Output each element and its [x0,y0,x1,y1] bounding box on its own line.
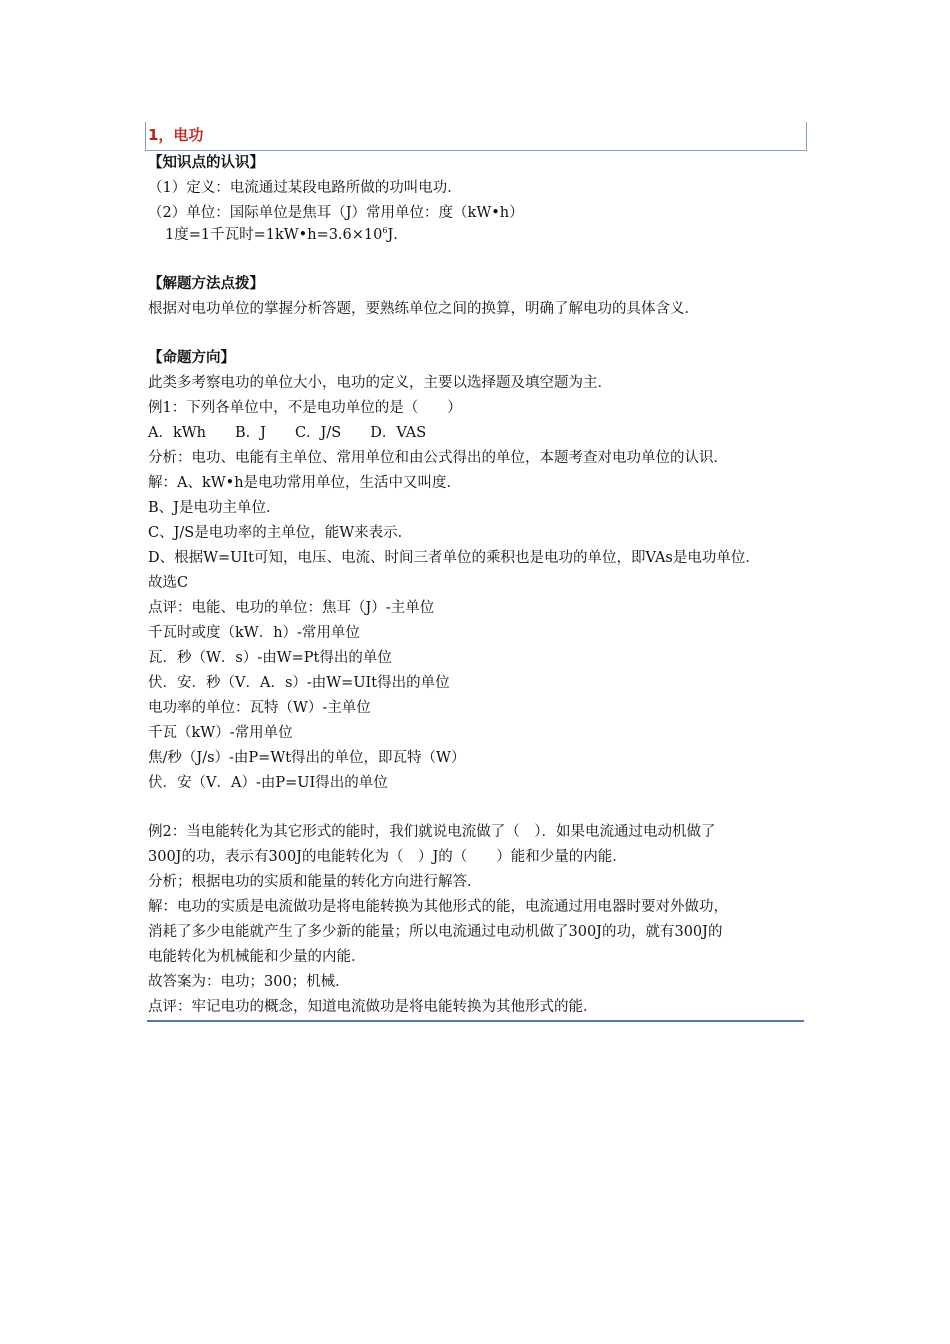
direction-line: 千瓦时或度（kW．h）-常用单位 [148,625,360,641]
example2-line: 分析；根据电功的实质和能量的转化方向进行解答． [148,874,482,890]
direction-line: D、根据W=UIt可知，电压、电流、时间三者单位的乘积也是电功的单位，即VAs是电功单位． [148,550,760,566]
direction-line: C、J/S是电功率的主单位，能W来表示． [148,525,413,541]
direction-heading: 【命题方向】 [148,349,235,366]
section-title: 1，电功 [148,126,204,144]
direction-line: 瓦．秒（W．s）-由W=Pt得出的单位 [148,650,392,666]
direction-line: 故选C [148,575,189,591]
direction-line: 伏．安．秒（V．A．s）-由W=UIt得出的单位 [148,675,450,691]
direction-line: 电功率的单位：瓦特（W）-主单位 [148,700,371,716]
conversion-base: 1度=1千瓦时=1kW•h=3.6×10 [165,227,383,243]
conversion-end: J． [387,227,408,243]
knowledge-heading: 【知识点的认识】 [148,154,264,171]
example2-line: 故答案为：电功；300；机械． [148,974,350,990]
definition-line: （1）定义：电流通过某段电路所做的功叫电功． [148,180,462,196]
title-frame [145,122,807,151]
direction-line: 例1：下列各单位中，不是电功单位的是（ ） [148,400,462,416]
direction-line: 千瓦（kW）-常用单位 [148,725,293,741]
bottom-rule [147,1020,804,1022]
direction-line: 焦/秒（J/s）-由P=Wt得出的单位，即瓦特（W） [148,750,466,766]
example2-line: 消耗了多少电能就产生了多少新的能量；所以电流通过电动机做了300J的功，就有300J的 [148,924,723,940]
method-text: 根据对电功单位的掌握分析答题，要熟练单位之间的换算，明确了解电功的具体含义． [148,301,699,317]
direction-line: 此类多考察电功的单位大小，电功的定义，主要以选择题及填空题为主． [148,375,612,391]
example2-line: 点评：牢记电功的概念，知道电流做功是将电能转换为其他形式的能． [148,999,598,1015]
direction-line: A．kWh B．J C．J/S D．VAS [148,425,427,441]
conversion-line [165,225,408,245]
direction-line: B、J是电功主单位． [148,500,281,516]
unit-line: （2）单位：国际单位是焦耳（J）常用单位：度（kW•h） [148,205,524,221]
example2-line: 300J的功，表示有300J的电能转化为（ ）J的（ ）能和少量的内能． [148,849,627,865]
example2-line: 电能转化为机械能和少量的内能． [148,949,366,965]
example2-line: 例2：当电能转化为其它形式的能时，我们就说电流做了（ ）．如果电流通过电动机做了 [148,824,716,840]
example2-line: 解：电功的实质是电流做功是将电能转换为其他形式的能，电流通过用电器时要对外做功， [148,899,728,915]
method-heading: 【解题方法点拨】 [148,275,264,292]
direction-line: 分析：电功、电能有主单位、常用单位和由公式得出的单位，本题考查对电功单位的认识． [148,450,728,466]
direction-line: 伏．安（V．A）-由P=UI得出的单位 [148,775,388,791]
direction-line: 点评：电能、电功的单位：焦耳（J）-主单位 [148,600,435,616]
direction-line: 解：A、kW•h是电功常用单位，生活中又叫度． [148,475,462,491]
conversion-exponent: 6 [382,226,388,236]
